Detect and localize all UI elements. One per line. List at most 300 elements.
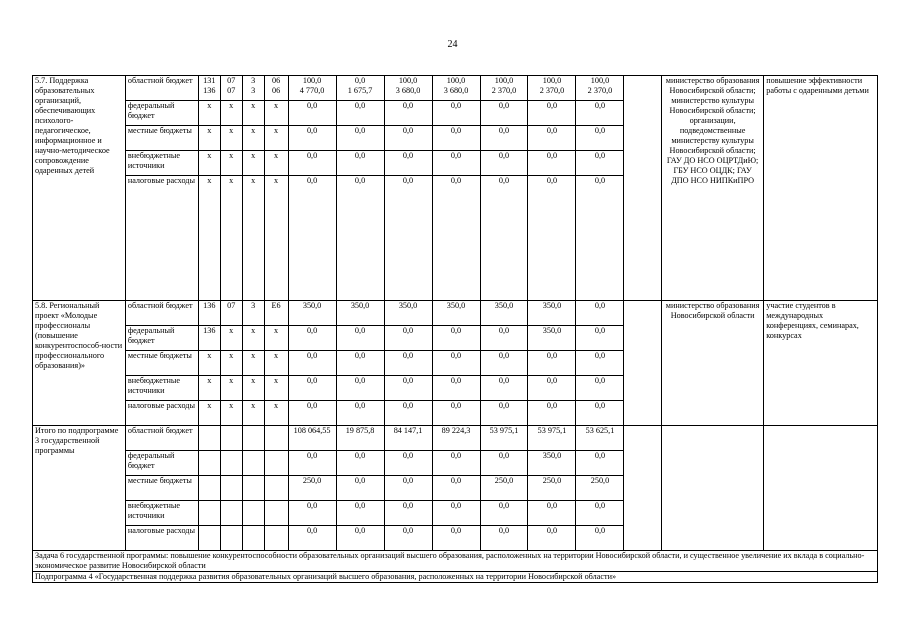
funding-value xyxy=(480,76,528,101)
funding-value xyxy=(432,526,480,551)
funding-value-text: 0,0 xyxy=(594,326,606,335)
expected-result: участие студентов в международных конференциях, семинарах, конкурсах xyxy=(764,301,878,426)
funding-value-text: 0,0 xyxy=(402,126,414,135)
funding-value xyxy=(576,351,624,376)
funding-value-text: 0,0 xyxy=(354,401,366,410)
funding-value xyxy=(384,176,432,301)
funding-value xyxy=(336,501,384,526)
funding-value xyxy=(432,501,480,526)
funding-value-text: 0,0 xyxy=(546,176,558,185)
expected-result xyxy=(764,426,878,551)
funding-value-text: 350,0 xyxy=(542,451,562,460)
funding-value xyxy=(288,126,336,151)
funding-value xyxy=(288,401,336,426)
funding-value-text: 0,0 xyxy=(402,476,414,485)
funding-source: областной бюджет xyxy=(125,426,198,451)
funding-source: федеральный бюджет xyxy=(125,326,198,351)
funding-value-text: 0,0 xyxy=(498,451,510,460)
funding-value-text: 0,0 xyxy=(450,151,462,160)
funding-value-text-2: 3 680,0 xyxy=(395,86,421,95)
funding-value-text: 250,0 xyxy=(542,476,562,485)
funding-value xyxy=(384,401,432,426)
executor: министерство образования Новосибирской области; министерство культуры Новосибирской области; организации, подведомственные министерству культуры Новосибирской области; ГАУ ДО НСО ОЦРТДиЮ; ГБУ НСО ОЦДК; ГАУ ДПО НСО НИПКиПРО xyxy=(662,76,764,301)
funding-value xyxy=(528,126,576,151)
funding-value xyxy=(336,76,384,101)
funding-value-text: 0,0 xyxy=(546,351,558,360)
funding-value-text: 0,0 xyxy=(450,101,462,110)
funding-value-text: 250,0 xyxy=(302,476,322,485)
funding-value-text: 0,0 xyxy=(402,151,414,160)
funding-value-text: 250,0 xyxy=(494,476,514,485)
budget-code-value: х xyxy=(229,151,234,160)
funding-value xyxy=(576,151,624,176)
funding-value-text: 0,0 xyxy=(594,501,606,510)
funding-value-text: 0,0 xyxy=(402,176,414,185)
funding-value-text: 100,0 xyxy=(590,76,610,85)
funding-value-text: 0,0 xyxy=(306,376,318,385)
budget-code xyxy=(264,126,288,151)
budget-code-value-2: 07 xyxy=(227,86,236,95)
funding-value-text: 0,0 xyxy=(354,501,366,510)
budget-code-value-2: 136 xyxy=(203,86,216,95)
budget-code xyxy=(264,301,288,326)
budget-code xyxy=(220,526,242,551)
budget-code-value: х xyxy=(274,101,279,110)
table-row xyxy=(33,301,878,326)
funding-source: налоговые расходы xyxy=(125,401,198,426)
funding-value xyxy=(288,476,336,501)
funding-value-text: 100,0 xyxy=(446,76,466,85)
budget-code xyxy=(242,326,264,351)
subprogram-row xyxy=(33,572,878,583)
expected-result: повышение эффективности работы с одаренными детьми xyxy=(764,76,878,301)
funding-value xyxy=(576,451,624,476)
funding-value-text: 0,0 xyxy=(498,351,510,360)
budget-code xyxy=(198,351,220,376)
funding-value xyxy=(432,451,480,476)
funding-value-text: 0,0 xyxy=(354,326,366,335)
budget-code-value: х xyxy=(229,101,234,110)
funding-value-text: 250,0 xyxy=(590,476,610,485)
funding-value xyxy=(384,526,432,551)
funding-value xyxy=(576,326,624,351)
funding-value xyxy=(528,151,576,176)
budget-code-value: х xyxy=(251,351,256,360)
budget-code xyxy=(198,301,220,326)
budget-code xyxy=(198,451,220,476)
funding-value xyxy=(576,526,624,551)
funding-source: федеральный бюджет xyxy=(125,101,198,126)
funding-value-text: 0,0 xyxy=(450,351,462,360)
budget-code xyxy=(220,176,242,301)
funding-value-text: 0,0 xyxy=(354,176,366,185)
subprogram4-text: Подпрограмма 4 «Государственная поддержка развития образовательных организаций высшего образования, расположенных на территории Новосибирской области» xyxy=(33,572,878,583)
funding-value xyxy=(528,526,576,551)
funding-source: внебюджетные источники xyxy=(125,151,198,176)
funding-value-text: 0,0 xyxy=(354,376,366,385)
funding-source: налоговые расходы xyxy=(125,526,198,551)
funding-value xyxy=(288,151,336,176)
funding-value xyxy=(528,451,576,476)
funding-value xyxy=(288,451,336,476)
budget-code xyxy=(198,426,220,451)
budget-code xyxy=(242,501,264,526)
budget-code xyxy=(264,351,288,376)
funding-value xyxy=(528,501,576,526)
budget-code xyxy=(220,301,242,326)
budget-code xyxy=(242,76,264,101)
funding-value-text: 0,0 xyxy=(306,176,318,185)
funding-value-text-2: 2 370,0 xyxy=(539,86,565,95)
funding-source: внебюджетные источники xyxy=(125,376,198,401)
funding-value xyxy=(384,301,432,326)
funding-value-text: 0,0 xyxy=(594,151,606,160)
funding-value-text: 108 064,55 xyxy=(293,426,331,435)
budget-code xyxy=(198,476,220,501)
funding-value-text: 0,0 xyxy=(354,151,366,160)
budget-code-value: х xyxy=(251,326,256,335)
budget-code xyxy=(198,401,220,426)
budget-code xyxy=(242,526,264,551)
funding-source: местные бюджеты xyxy=(125,351,198,376)
funding-value xyxy=(384,101,432,126)
funding-value-text: 0,0 xyxy=(546,501,558,510)
budget-code-value: Е6 xyxy=(271,301,281,310)
funding-value-text: 19 875,8 xyxy=(345,426,375,435)
empty-cell xyxy=(624,76,662,301)
funding-value-text: 0,0 xyxy=(354,526,366,535)
funding-value xyxy=(384,376,432,401)
funding-value xyxy=(528,476,576,501)
funding-value xyxy=(528,301,576,326)
budget-code-value: х xyxy=(251,151,256,160)
funding-value-text: 0,0 xyxy=(546,101,558,110)
budget-code-value: х xyxy=(251,376,256,385)
budget-code xyxy=(198,501,220,526)
funding-source: областной бюджет xyxy=(125,301,198,326)
budget-code-value: х xyxy=(274,376,279,385)
funding-value-text: 0,0 xyxy=(402,326,414,335)
funding-value xyxy=(432,326,480,351)
budget-code xyxy=(264,451,288,476)
budget-code xyxy=(242,151,264,176)
funding-value xyxy=(336,401,384,426)
budget-code xyxy=(198,76,220,101)
budget-code-value: 07 xyxy=(227,76,236,85)
funding-source: областной бюджет xyxy=(125,76,198,101)
funding-value xyxy=(336,351,384,376)
funding-value-text: 0,0 xyxy=(450,126,462,135)
funding-value xyxy=(336,526,384,551)
budget-code xyxy=(242,301,264,326)
budget-code xyxy=(264,326,288,351)
budget-code xyxy=(198,176,220,301)
budget-code-value: х xyxy=(274,126,279,135)
funding-value-text: 0,0 xyxy=(354,351,366,360)
funding-value-text: 0,0 xyxy=(354,101,366,110)
funding-value xyxy=(528,76,576,101)
funding-source: местные бюджеты xyxy=(125,126,198,151)
funding-value-text-2: 3 680,0 xyxy=(443,86,469,95)
budget-code-value: х xyxy=(274,176,279,185)
budget-code xyxy=(264,526,288,551)
budget-code xyxy=(264,101,288,126)
funding-value xyxy=(384,476,432,501)
funding-value xyxy=(480,151,528,176)
budget-code-value: х xyxy=(274,401,279,410)
funding-value-text: 0,0 xyxy=(546,151,558,160)
funding-value-text: 0,0 xyxy=(306,401,318,410)
funding-value-text: 0,0 xyxy=(498,126,510,135)
funding-value-text: 0,0 xyxy=(498,326,510,335)
funding-value xyxy=(336,101,384,126)
funding-value xyxy=(432,476,480,501)
funding-value xyxy=(288,101,336,126)
budget-code-value: х xyxy=(207,351,212,360)
budget-code-value: х xyxy=(229,326,234,335)
funding-value-text: 0,0 xyxy=(402,401,414,410)
funding-value-text: 0,0 xyxy=(546,401,558,410)
funding-value-text: 0,0 xyxy=(450,376,462,385)
funding-value xyxy=(480,476,528,501)
budget-code xyxy=(242,376,264,401)
funding-value-text: 0,0 xyxy=(594,101,606,110)
budget-code-value-2: 06 xyxy=(271,86,281,95)
budget-code-value: х xyxy=(274,351,279,360)
measure-title: Итого по подпрограмме 3 государственной программы xyxy=(33,426,126,551)
budget-code xyxy=(220,326,242,351)
funding-value xyxy=(480,176,528,301)
funding-value-text: 100,0 xyxy=(398,76,418,85)
funding-value xyxy=(432,301,480,326)
funding-source: налоговые расходы xyxy=(125,176,198,301)
funding-value-text: 0,0 xyxy=(594,351,606,360)
funding-value xyxy=(288,176,336,301)
budget-code xyxy=(264,426,288,451)
budget-code xyxy=(220,451,242,476)
funding-value xyxy=(288,376,336,401)
budget-code-value: х xyxy=(229,401,234,410)
task6-text: Задача 6 государственной программы: повышение конкурентоспособности образовательных организаций высшего образования, расположенных на территории Новосибирской области, и существенное увеличение их вклада в социально-экономическое развитие Новосибирской области xyxy=(33,551,878,572)
funding-value-text: 0,0 xyxy=(594,376,606,385)
funding-value-text: 84 147,1 xyxy=(393,426,423,435)
funding-value-text: 0,0 xyxy=(354,476,366,485)
budget-code xyxy=(242,126,264,151)
funding-value-text: 0,0 xyxy=(498,401,510,410)
funding-value xyxy=(576,376,624,401)
budget-code-value: х xyxy=(207,151,212,160)
funding-value xyxy=(576,76,624,101)
funding-value-text: 0,0 xyxy=(450,451,462,460)
budget-code xyxy=(264,176,288,301)
funding-value-text: 0,0 xyxy=(306,501,318,510)
funding-value xyxy=(336,176,384,301)
measure-title: 5.8. Региональный проект «Молодые профессионалы (повышение конкурентоспособ-ности профессионального образования)» xyxy=(33,301,126,426)
funding-value-text: 0,0 xyxy=(306,451,318,460)
funding-value-text: 0,0 xyxy=(402,451,414,460)
funding-value-text: 100,0 xyxy=(542,76,562,85)
empty-cell xyxy=(624,426,662,551)
funding-value-text: 0,0 xyxy=(594,301,606,310)
funding-value xyxy=(432,101,480,126)
funding-value xyxy=(432,401,480,426)
funding-value xyxy=(336,451,384,476)
funding-value-text: 0,0 xyxy=(594,176,606,185)
funding-value xyxy=(528,101,576,126)
budget-code-value: х xyxy=(207,401,212,410)
budget-code xyxy=(242,101,264,126)
funding-value-text: 0,0 xyxy=(306,526,318,535)
budget-code-value: х xyxy=(229,176,234,185)
funding-value-text: 0,0 xyxy=(498,151,510,160)
budget-code xyxy=(264,376,288,401)
funding-value xyxy=(480,401,528,426)
budget-code-value: 07 xyxy=(227,301,236,310)
funding-value xyxy=(432,376,480,401)
funding-value-text: 350,0 xyxy=(398,301,418,310)
funding-value xyxy=(336,426,384,451)
funding-value-text: 0,0 xyxy=(354,76,366,85)
funding-value xyxy=(384,151,432,176)
funding-value-text: 0,0 xyxy=(546,126,558,135)
budget-code xyxy=(220,501,242,526)
budget-code-value: 3 xyxy=(251,76,256,85)
funding-value-text-2: 1 675,7 xyxy=(347,86,373,95)
funding-value-text: 0,0 xyxy=(450,176,462,185)
funding-value-text: 0,0 xyxy=(498,376,510,385)
funding-value xyxy=(336,301,384,326)
budget-code xyxy=(198,376,220,401)
budget-code-value: х xyxy=(251,126,256,135)
funding-value-text: 350,0 xyxy=(446,301,466,310)
funding-value xyxy=(528,326,576,351)
funding-value xyxy=(528,176,576,301)
funding-value xyxy=(480,426,528,451)
funding-value xyxy=(528,401,576,426)
funding-value-text: 0,0 xyxy=(498,526,510,535)
funding-value-text: 53 975,1 xyxy=(489,426,519,435)
budget-code-value: 3 xyxy=(251,301,256,310)
funding-value xyxy=(384,426,432,451)
funding-value-text-2: 4 770,0 xyxy=(299,86,325,95)
funding-value xyxy=(384,326,432,351)
budget-table xyxy=(32,75,878,583)
funding-value-text: 350,0 xyxy=(302,301,322,310)
budget-code-value: х xyxy=(274,326,279,335)
budget-code xyxy=(220,126,242,151)
funding-value xyxy=(336,376,384,401)
budget-code xyxy=(264,501,288,526)
budget-code-value: х xyxy=(207,126,212,135)
funding-value-text: 0,0 xyxy=(306,126,318,135)
funding-value-text: 0,0 xyxy=(546,526,558,535)
funding-value xyxy=(480,501,528,526)
funding-value-text: 0,0 xyxy=(546,376,558,385)
table-row xyxy=(33,426,878,451)
funding-value-text: 0,0 xyxy=(498,101,510,110)
funding-source: местные бюджеты xyxy=(125,476,198,501)
budget-code xyxy=(198,151,220,176)
budget-code xyxy=(220,101,242,126)
funding-value xyxy=(432,351,480,376)
funding-value-text: 0,0 xyxy=(354,126,366,135)
funding-value xyxy=(480,351,528,376)
funding-value-text: 100,0 xyxy=(494,76,514,85)
funding-value xyxy=(528,376,576,401)
budget-code xyxy=(198,101,220,126)
funding-value-text: 100,0 xyxy=(302,76,322,85)
funding-value-text: 0,0 xyxy=(402,526,414,535)
budget-code-value: х xyxy=(207,376,212,385)
executor: министерство образования Новосибирской области xyxy=(662,301,764,426)
budget-code xyxy=(242,476,264,501)
funding-source: федеральный бюджет xyxy=(125,451,198,476)
funding-value xyxy=(528,351,576,376)
task-row xyxy=(33,551,878,572)
funding-value-text: 89 224,3 xyxy=(441,426,471,435)
funding-value xyxy=(288,501,336,526)
budget-code-value: х xyxy=(207,176,212,185)
funding-value-text: 350,0 xyxy=(542,326,562,335)
funding-value-text: 0,0 xyxy=(594,451,606,460)
funding-value-text: 0,0 xyxy=(594,126,606,135)
budget-code-value: х xyxy=(229,126,234,135)
budget-code-value: х xyxy=(229,376,234,385)
budget-code xyxy=(264,151,288,176)
funding-value xyxy=(336,151,384,176)
funding-value xyxy=(384,451,432,476)
budget-code xyxy=(198,326,220,351)
funding-value xyxy=(288,326,336,351)
budget-code xyxy=(242,426,264,451)
funding-value xyxy=(576,501,624,526)
budget-code xyxy=(242,176,264,301)
funding-value xyxy=(576,426,624,451)
funding-value xyxy=(288,526,336,551)
funding-value-text: 0,0 xyxy=(498,501,510,510)
page-number: 24 xyxy=(447,39,458,50)
funding-value-text-2: 2 370,0 xyxy=(491,86,517,95)
funding-value-text: 53 975,1 xyxy=(537,426,567,435)
funding-value xyxy=(432,126,480,151)
funding-value xyxy=(432,426,480,451)
budget-code xyxy=(198,526,220,551)
funding-value xyxy=(336,126,384,151)
funding-value xyxy=(480,451,528,476)
budget-code xyxy=(220,476,242,501)
budget-code-value: х xyxy=(229,351,234,360)
funding-source: внебюджетные источники xyxy=(125,501,198,526)
budget-code xyxy=(220,376,242,401)
budget-code-value: х xyxy=(207,101,212,110)
budget-code-value: х xyxy=(251,401,256,410)
funding-value-text: 0,0 xyxy=(402,501,414,510)
funding-value xyxy=(576,126,624,151)
funding-value xyxy=(576,301,624,326)
funding-value-text: 0,0 xyxy=(306,101,318,110)
funding-value xyxy=(432,151,480,176)
funding-value xyxy=(480,376,528,401)
funding-value-text: 350,0 xyxy=(542,301,562,310)
funding-value-text: 0,0 xyxy=(450,401,462,410)
funding-value-text: 0,0 xyxy=(306,326,318,335)
funding-value-text: 350,0 xyxy=(494,301,514,310)
budget-code xyxy=(220,351,242,376)
funding-value-text: 350,0 xyxy=(350,301,370,310)
budget-code-value: 136 xyxy=(203,301,216,310)
budget-code-value: х xyxy=(251,101,256,110)
budget-code-value: х xyxy=(274,151,279,160)
